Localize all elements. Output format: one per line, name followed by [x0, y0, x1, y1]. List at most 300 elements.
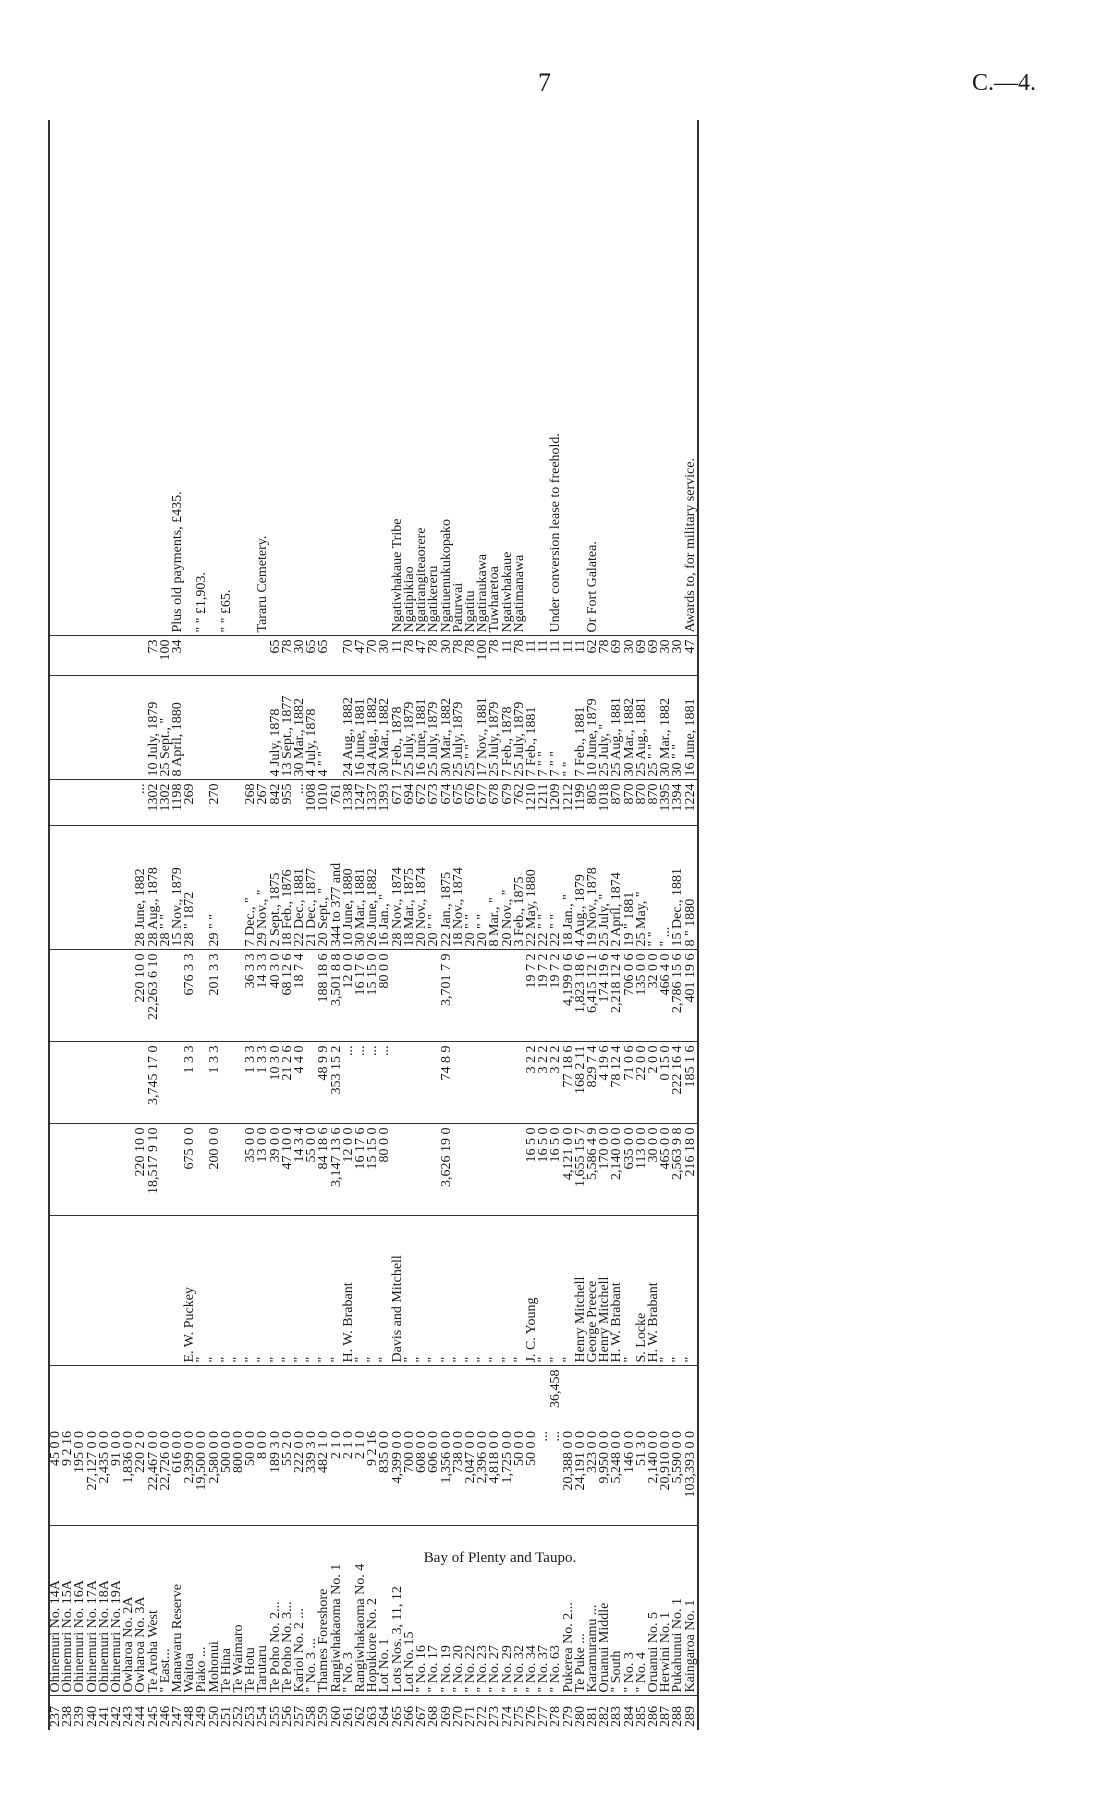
- agent-name: ": [221, 1216, 233, 1366]
- deed-date: 10 June, 1880: [343, 826, 355, 950]
- deed-date: 15 Dec., 1881: [672, 826, 684, 950]
- deed-date: 15 Nov., 1879: [172, 826, 184, 950]
- remarks-text: [74, 120, 86, 636]
- purchased-area: [477, 1366, 489, 1428]
- agent-name: ": [355, 1216, 367, 1366]
- purchased-area: [196, 1366, 208, 1428]
- deed-folio: 955: [282, 780, 294, 826]
- deed-folio: 761: [331, 780, 343, 826]
- crown-number: 70: [343, 636, 355, 676]
- purchased-area: [318, 1366, 330, 1428]
- agent-name: ": [318, 1216, 330, 1366]
- deed-folio: 870: [648, 780, 660, 826]
- agent-name: ": [245, 1216, 257, 1366]
- deed-folio: 1302: [160, 780, 172, 826]
- crown-number: 47: [416, 636, 428, 676]
- block-name: Lots Nos. 3, 11, 12: [392, 1526, 404, 1696]
- area-value: 2,435 0 0: [96, 1431, 112, 1484]
- amount-cost: 113 0 0: [636, 1124, 648, 1216]
- remarks-text: [184, 120, 196, 636]
- row-number: 264: [379, 1696, 391, 1730]
- block-name: " No. 3 ...: [306, 1526, 318, 1696]
- remarks-text: [636, 120, 648, 636]
- deed-date: 20 Nov., ": [502, 826, 514, 950]
- crown-number: [62, 636, 74, 676]
- amount-total: [62, 950, 74, 1042]
- rotated-ledger-region: [48, 120, 1028, 1730]
- block-name: Kaingaroa No. 1: [685, 1526, 698, 1696]
- deed-date: 22 " ": [538, 826, 550, 950]
- certificate-date: 24 Aug., 1882: [343, 676, 355, 780]
- purchased-area: [233, 1366, 245, 1428]
- deed-date: 29 Nov., ": [257, 826, 269, 950]
- table-row: [99, 120, 111, 1730]
- amount-survey: [502, 1042, 514, 1124]
- certificate-date: [221, 676, 233, 780]
- agent-name: ": [209, 1216, 221, 1366]
- remarks-text: [526, 120, 538, 636]
- agent-name: ": [550, 1216, 562, 1366]
- amount-total: 12 0 0: [343, 950, 355, 1042]
- row-number: 267: [416, 1696, 428, 1730]
- purchased-area: [416, 1366, 428, 1428]
- row-number: 280: [575, 1696, 587, 1730]
- row-number: 244: [135, 1696, 147, 1730]
- agent-name: [62, 1216, 74, 1366]
- deed-date: 29 " ": [209, 826, 221, 950]
- purchased-area: [160, 1366, 172, 1428]
- purchased-area: [87, 1366, 99, 1428]
- area-value: 51 3 0: [633, 1431, 649, 1466]
- amount-cost: 3,626 19 0: [441, 1124, 453, 1216]
- row-number: 288: [672, 1696, 684, 1730]
- crown-number: 34: [172, 636, 184, 676]
- remarks-text: Ngatimanawa: [511, 554, 527, 633]
- purchased-area: [294, 1366, 306, 1428]
- purchased-area: [245, 1366, 257, 1428]
- certificate-date: 24 Aug., 1882: [367, 676, 379, 780]
- table-row: [49, 120, 62, 1730]
- crown-number: [111, 636, 123, 676]
- agent-name: [87, 1216, 99, 1366]
- area-value: 608 0 0: [414, 1431, 430, 1473]
- area-value: 700 0 0: [401, 1431, 417, 1473]
- remarks-text: [343, 120, 355, 636]
- crown-number: 78: [453, 636, 465, 676]
- deed-folio: 1018: [599, 780, 611, 826]
- agent-name: ": [367, 1216, 379, 1366]
- deed-date: 25 July, ": [599, 826, 611, 950]
- remarks-text: Ngatiwhakaue Tribe: [389, 518, 405, 633]
- agent-name: ": [404, 1216, 416, 1366]
- amount-survey: 78 12 4: [611, 1042, 623, 1124]
- agent-name: ": [672, 1216, 684, 1366]
- deed-folio: 675: [453, 780, 465, 826]
- crown-number: [87, 636, 99, 676]
- certificate-date: 25 Sept., ": [160, 676, 172, 780]
- table-row: [636, 120, 648, 1730]
- area-value: 195 0 0: [72, 1431, 88, 1473]
- purchased-area: [392, 1366, 404, 1428]
- deed-folio: 842: [270, 780, 282, 826]
- agent-name: ": [196, 1216, 208, 1366]
- area-value: 55 2 0: [279, 1431, 295, 1466]
- amount-survey: 48 9 9: [318, 1042, 330, 1124]
- crown-number: [99, 636, 111, 676]
- amount-survey: 4 19 6: [599, 1042, 611, 1124]
- crown-number: 78: [404, 636, 416, 676]
- certificate-date: [62, 676, 74, 780]
- certificate-date: 4 " ": [318, 676, 330, 780]
- crown-number: 11: [538, 636, 550, 676]
- crown-number: [233, 636, 245, 676]
- amount-cost: 16 5 0: [550, 1124, 562, 1216]
- crown-number: 11: [563, 636, 575, 676]
- deed-date: 18 Jan., ": [563, 826, 575, 950]
- purchased-area: [624, 1366, 636, 1428]
- deed-folio: 1337: [367, 780, 379, 826]
- deed-folio: 674: [441, 780, 453, 826]
- row-number: 284: [624, 1696, 636, 1730]
- remarks-text: [148, 120, 160, 636]
- block-name: Owharoa No. 2A: [123, 1526, 135, 1696]
- agent-name: H. W. Brabant: [648, 1216, 660, 1366]
- amount-cost: [453, 1124, 465, 1216]
- deed-date: 2 April, 1874: [611, 826, 623, 950]
- amount-survey: 2 0 0: [648, 1042, 660, 1124]
- remarks-text: Ngatiwhakaue: [499, 551, 515, 633]
- deed-date: [99, 826, 111, 950]
- amount-cost: [74, 1124, 86, 1216]
- crown-number: 30: [672, 636, 684, 676]
- purchased-area: [282, 1366, 294, 1428]
- deed-folio: 805: [587, 780, 599, 826]
- remarks-text: Tararu Cemetery.: [255, 535, 271, 633]
- deed-date: 25 May, ": [636, 826, 648, 950]
- row-number: 265: [392, 1696, 404, 1730]
- amount-cost: 16 17 6: [355, 1124, 367, 1216]
- certificate-date: 16 June, 1881: [355, 676, 367, 780]
- certificate-date: 25 July, 1879: [453, 676, 465, 780]
- row-number: 262: [355, 1696, 367, 1730]
- certificate-date: 8 April, 1880: [172, 676, 184, 780]
- purchased-area: [489, 1366, 501, 1428]
- purchased-area: [587, 1366, 599, 1428]
- block-name: Pukerea No. 2...: [563, 1526, 575, 1696]
- amount-total: 3,701 7 9: [441, 950, 453, 1042]
- amount-survey: [123, 1042, 135, 1124]
- crown-number: [123, 636, 135, 676]
- certificate-date: 7 Feb., 1881: [526, 676, 538, 780]
- row-number: 281: [587, 1696, 599, 1730]
- certificate-date: 30 " ": [672, 676, 684, 780]
- amount-cost: 80 0 0: [379, 1124, 391, 1216]
- table-row: [221, 120, 233, 1730]
- row-number: 242: [111, 1696, 123, 1730]
- amount-total: [416, 950, 428, 1042]
- block-name: " No. 63: [550, 1526, 562, 1696]
- agent-name: ": [563, 1216, 575, 1366]
- row-number: 275: [514, 1696, 526, 1730]
- amount-survey: 829 7 4: [587, 1042, 599, 1124]
- crown-number: 62: [587, 636, 599, 676]
- table-row: [209, 120, 221, 1730]
- amount-total: 15 15 0: [367, 950, 379, 1042]
- row-number: 274: [502, 1696, 514, 1730]
- amount-cost: [477, 1124, 489, 1216]
- remarks-text: [611, 120, 623, 636]
- deed-folio: 870: [624, 780, 636, 826]
- remarks-text: [135, 120, 147, 636]
- deed-folio: 671: [392, 780, 404, 826]
- document-code: C.—4.: [971, 70, 1036, 96]
- row-number: 289: [685, 1696, 698, 1730]
- row-number: 256: [282, 1696, 294, 1730]
- block-name: Rangiwhakaoma No. 4: [355, 1526, 367, 1696]
- certificate-date: 30 Mar., 1882: [379, 676, 391, 780]
- certificate-date: [245, 676, 257, 780]
- agent-name: ": [477, 1216, 489, 1366]
- remarks-text: Ngatiraukawa: [475, 553, 491, 633]
- block-name: Ohinemuri No. 18A: [99, 1526, 111, 1696]
- certificate-date: 16 June, 1881: [685, 676, 698, 780]
- row-number: 273: [489, 1696, 501, 1730]
- row-number: 269: [441, 1696, 453, 1730]
- deed-date: " ...: [660, 826, 672, 950]
- certificate-date: [123, 676, 135, 780]
- crown-number: 78: [489, 636, 501, 676]
- purchased-area: [184, 1366, 196, 1428]
- amount-total: [404, 950, 416, 1042]
- crown-number: 78: [428, 636, 440, 676]
- amount-total: 16 17 6: [355, 950, 367, 1042]
- deed-folio: 1211: [538, 780, 550, 826]
- agent-name: ": [331, 1216, 343, 1366]
- crown-number: 65: [270, 636, 282, 676]
- remarks-text: [367, 120, 379, 636]
- amount-cost: 1,655 15 7: [575, 1124, 587, 1216]
- area-value: 606 0 0: [426, 1431, 442, 1473]
- block-name: " South: [611, 1526, 623, 1696]
- amount-cost: 4,121 0 0: [563, 1124, 575, 1216]
- purchased-area: [672, 1366, 684, 1428]
- deed-date: 22 " ": [550, 826, 562, 950]
- crown-number: 30: [441, 636, 453, 676]
- amount-total: 401 19 6: [685, 950, 698, 1042]
- amount-total: [392, 950, 404, 1042]
- amount-total: 6,415 12 1: [587, 950, 599, 1042]
- deed-folio: 679: [502, 780, 514, 826]
- block-name: " No. 34: [526, 1526, 538, 1696]
- certificate-date: 25 July, 1879: [428, 676, 440, 780]
- deed-folio: 762: [514, 780, 526, 826]
- certificate-date: " ": [563, 676, 575, 780]
- row-number: 261: [343, 1696, 355, 1730]
- deed-date: [111, 826, 123, 950]
- purchased-area: [575, 1366, 587, 1428]
- area-value: 103,393 0 0: [685, 1428, 698, 1526]
- deed-folio: 268: [245, 780, 257, 826]
- amount-cost: 2,140 0 0: [611, 1124, 623, 1216]
- amount-total: [502, 950, 514, 1042]
- amount-cost: 55 0 0: [306, 1124, 318, 1216]
- crown-number: [196, 636, 208, 676]
- deed-folio: 1338: [343, 780, 355, 826]
- purchased-area: [257, 1366, 269, 1428]
- area-value: 19,500 0 0: [194, 1431, 210, 1491]
- crown-number: 78: [514, 636, 526, 676]
- remarks-text: Plus old payments, £435.: [170, 491, 186, 633]
- area-value: 500 0 0: [218, 1431, 234, 1473]
- block-name: Ohinemuri No. 19A: [111, 1526, 123, 1696]
- area-value: 24,191 0 0: [572, 1431, 588, 1491]
- table-row: [62, 120, 74, 1730]
- remarks-text: [49, 120, 62, 636]
- purchased-area: [62, 1366, 74, 1428]
- amount-total: [160, 950, 172, 1042]
- deed-date: 7 Dec., ": [245, 826, 257, 950]
- deed-date: 28 " 1872: [184, 826, 196, 950]
- block-name: " No. 22: [465, 1526, 477, 1696]
- block-name: " No. 27: [489, 1526, 501, 1696]
- amount-cost: 18,517 9 10: [148, 1124, 160, 1216]
- amount-survey: ...: [343, 1042, 355, 1124]
- amount-cost: 170 0 0: [599, 1124, 611, 1216]
- deed-date: 2 Sept., 1875: [270, 826, 282, 950]
- land-purchase-table: [48, 120, 699, 1730]
- deed-folio: [74, 780, 86, 826]
- amount-survey: 21 2 6: [282, 1042, 294, 1124]
- area-value: 2,399 0 0: [182, 1431, 198, 1484]
- remarks-text: [209, 120, 221, 636]
- certificate-date: 4 July, 1878: [270, 676, 282, 780]
- crown-number: 69: [636, 636, 648, 676]
- certificate-date: 7 Feb., 1878: [502, 676, 514, 780]
- block-name: Oruanui Middle: [599, 1526, 611, 1696]
- area-value: 20,910 0 0: [658, 1431, 674, 1491]
- area-value: 50 0 0: [523, 1431, 539, 1466]
- amount-cost: 14 3 4: [294, 1124, 306, 1216]
- deed-date: 20 " ": [477, 826, 489, 950]
- row-number: 277: [538, 1696, 550, 1730]
- deed-date: " ": [648, 826, 660, 950]
- crown-number: 65: [306, 636, 318, 676]
- area-value: 9 2 16: [60, 1431, 76, 1466]
- purchased-area: [331, 1366, 343, 1428]
- row-number: 252: [233, 1696, 245, 1730]
- agent-name: S. Locke: [636, 1216, 648, 1366]
- remarks-text: Ngatipikiao: [401, 566, 417, 633]
- agent-name: ": [306, 1216, 318, 1366]
- certificate-date: 10 June, 1879: [587, 676, 599, 780]
- remarks-text: Awards to, for military service.: [685, 120, 698, 636]
- amount-survey: ...: [367, 1042, 379, 1124]
- block-name: " No. 3: [624, 1526, 636, 1696]
- agent-name: [160, 1216, 172, 1366]
- purchased-area: [135, 1366, 147, 1428]
- block-name: Thames Foreshore: [318, 1526, 330, 1696]
- amount-survey: 1 3 3: [209, 1042, 221, 1124]
- row-number: 276: [526, 1696, 538, 1730]
- crown-number: [49, 636, 62, 676]
- remarks-text: [99, 120, 111, 636]
- purchased-area: [367, 1366, 379, 1428]
- deed-date: 21 Dec., 1877: [306, 826, 318, 950]
- row-number: 270: [453, 1696, 465, 1730]
- amount-total: 2,786 15 6: [672, 950, 684, 1042]
- crown-number: 11: [502, 636, 514, 676]
- amount-cost: 13 0 0: [257, 1124, 269, 1216]
- area-value: 220 2 0: [133, 1431, 149, 1473]
- purchased-area: [221, 1366, 233, 1428]
- amount-total: [489, 950, 501, 1042]
- row-number: 263: [367, 1696, 379, 1730]
- amount-cost: 220 10 0: [135, 1124, 147, 1216]
- agent-name: ": [428, 1216, 440, 1366]
- area-value: 2,047 0 0: [462, 1431, 478, 1484]
- deed-date: 3 Feb., 1875: [514, 826, 526, 950]
- area-value: 482 1 0: [316, 1431, 332, 1473]
- crown-number: 30: [294, 636, 306, 676]
- certificate-date: 7 Feb., 1878: [392, 676, 404, 780]
- deed-date: [62, 826, 74, 950]
- crown-number: [209, 636, 221, 676]
- agent-name: [74, 1216, 86, 1366]
- block-name: " No. 37: [538, 1526, 550, 1696]
- row-number: 283: [611, 1696, 623, 1730]
- area-value: 2,580 0 0: [206, 1431, 222, 1484]
- row-number: 278: [550, 1696, 562, 1730]
- block-name: Lot No. 1: [379, 1526, 391, 1696]
- deed-date: 28 Aug., 1878: [148, 826, 160, 950]
- area-value: 22,467 0 0: [145, 1431, 161, 1491]
- amount-total: [453, 950, 465, 1042]
- deed-folio: 1393: [379, 780, 391, 826]
- amount-cost: 675 0 0: [184, 1124, 196, 1216]
- crown-number: 78: [465, 636, 477, 676]
- remarks-text: [306, 120, 318, 636]
- amount-survey: [87, 1042, 99, 1124]
- amount-survey: 168 2 11: [575, 1042, 587, 1124]
- amount-total: 18 7 4: [294, 950, 306, 1042]
- deed-date: 20 Nov., 1874: [416, 826, 428, 950]
- crown-number: 11: [392, 636, 404, 676]
- area-value: 800 0 0: [231, 1431, 247, 1473]
- remarks-text: Paturwai: [450, 582, 466, 633]
- certificate-date: 16 June, 1881: [416, 676, 428, 780]
- deed-date: 19 " 1881: [624, 826, 636, 950]
- agent-name: [99, 1216, 111, 1366]
- purchased-area: 36,458: [550, 1366, 562, 1428]
- area-value: 146 0 0: [621, 1431, 637, 1473]
- remarks-text: [123, 120, 135, 636]
- deed-date: [74, 826, 86, 950]
- amount-cost: 16 5 0: [526, 1124, 538, 1216]
- area-value: 20,388 0 0: [560, 1431, 576, 1491]
- block-name: Mohonui: [209, 1526, 221, 1696]
- deed-folio: [99, 780, 111, 826]
- deed-date: [87, 826, 99, 950]
- certificate-date: 25 Aug., 1881: [636, 676, 648, 780]
- deed-date: 22 Jan., 1875: [441, 826, 453, 950]
- row-number: 249: [196, 1696, 208, 1730]
- amount-total: 19 7 2: [550, 950, 562, 1042]
- certificate-date: [196, 676, 208, 780]
- agent-name: [148, 1216, 160, 1366]
- block-name: " No. 16: [416, 1526, 428, 1696]
- certificate-date: 30 Mar., 1882: [624, 676, 636, 780]
- amount-cost: 39 0 0: [270, 1124, 282, 1216]
